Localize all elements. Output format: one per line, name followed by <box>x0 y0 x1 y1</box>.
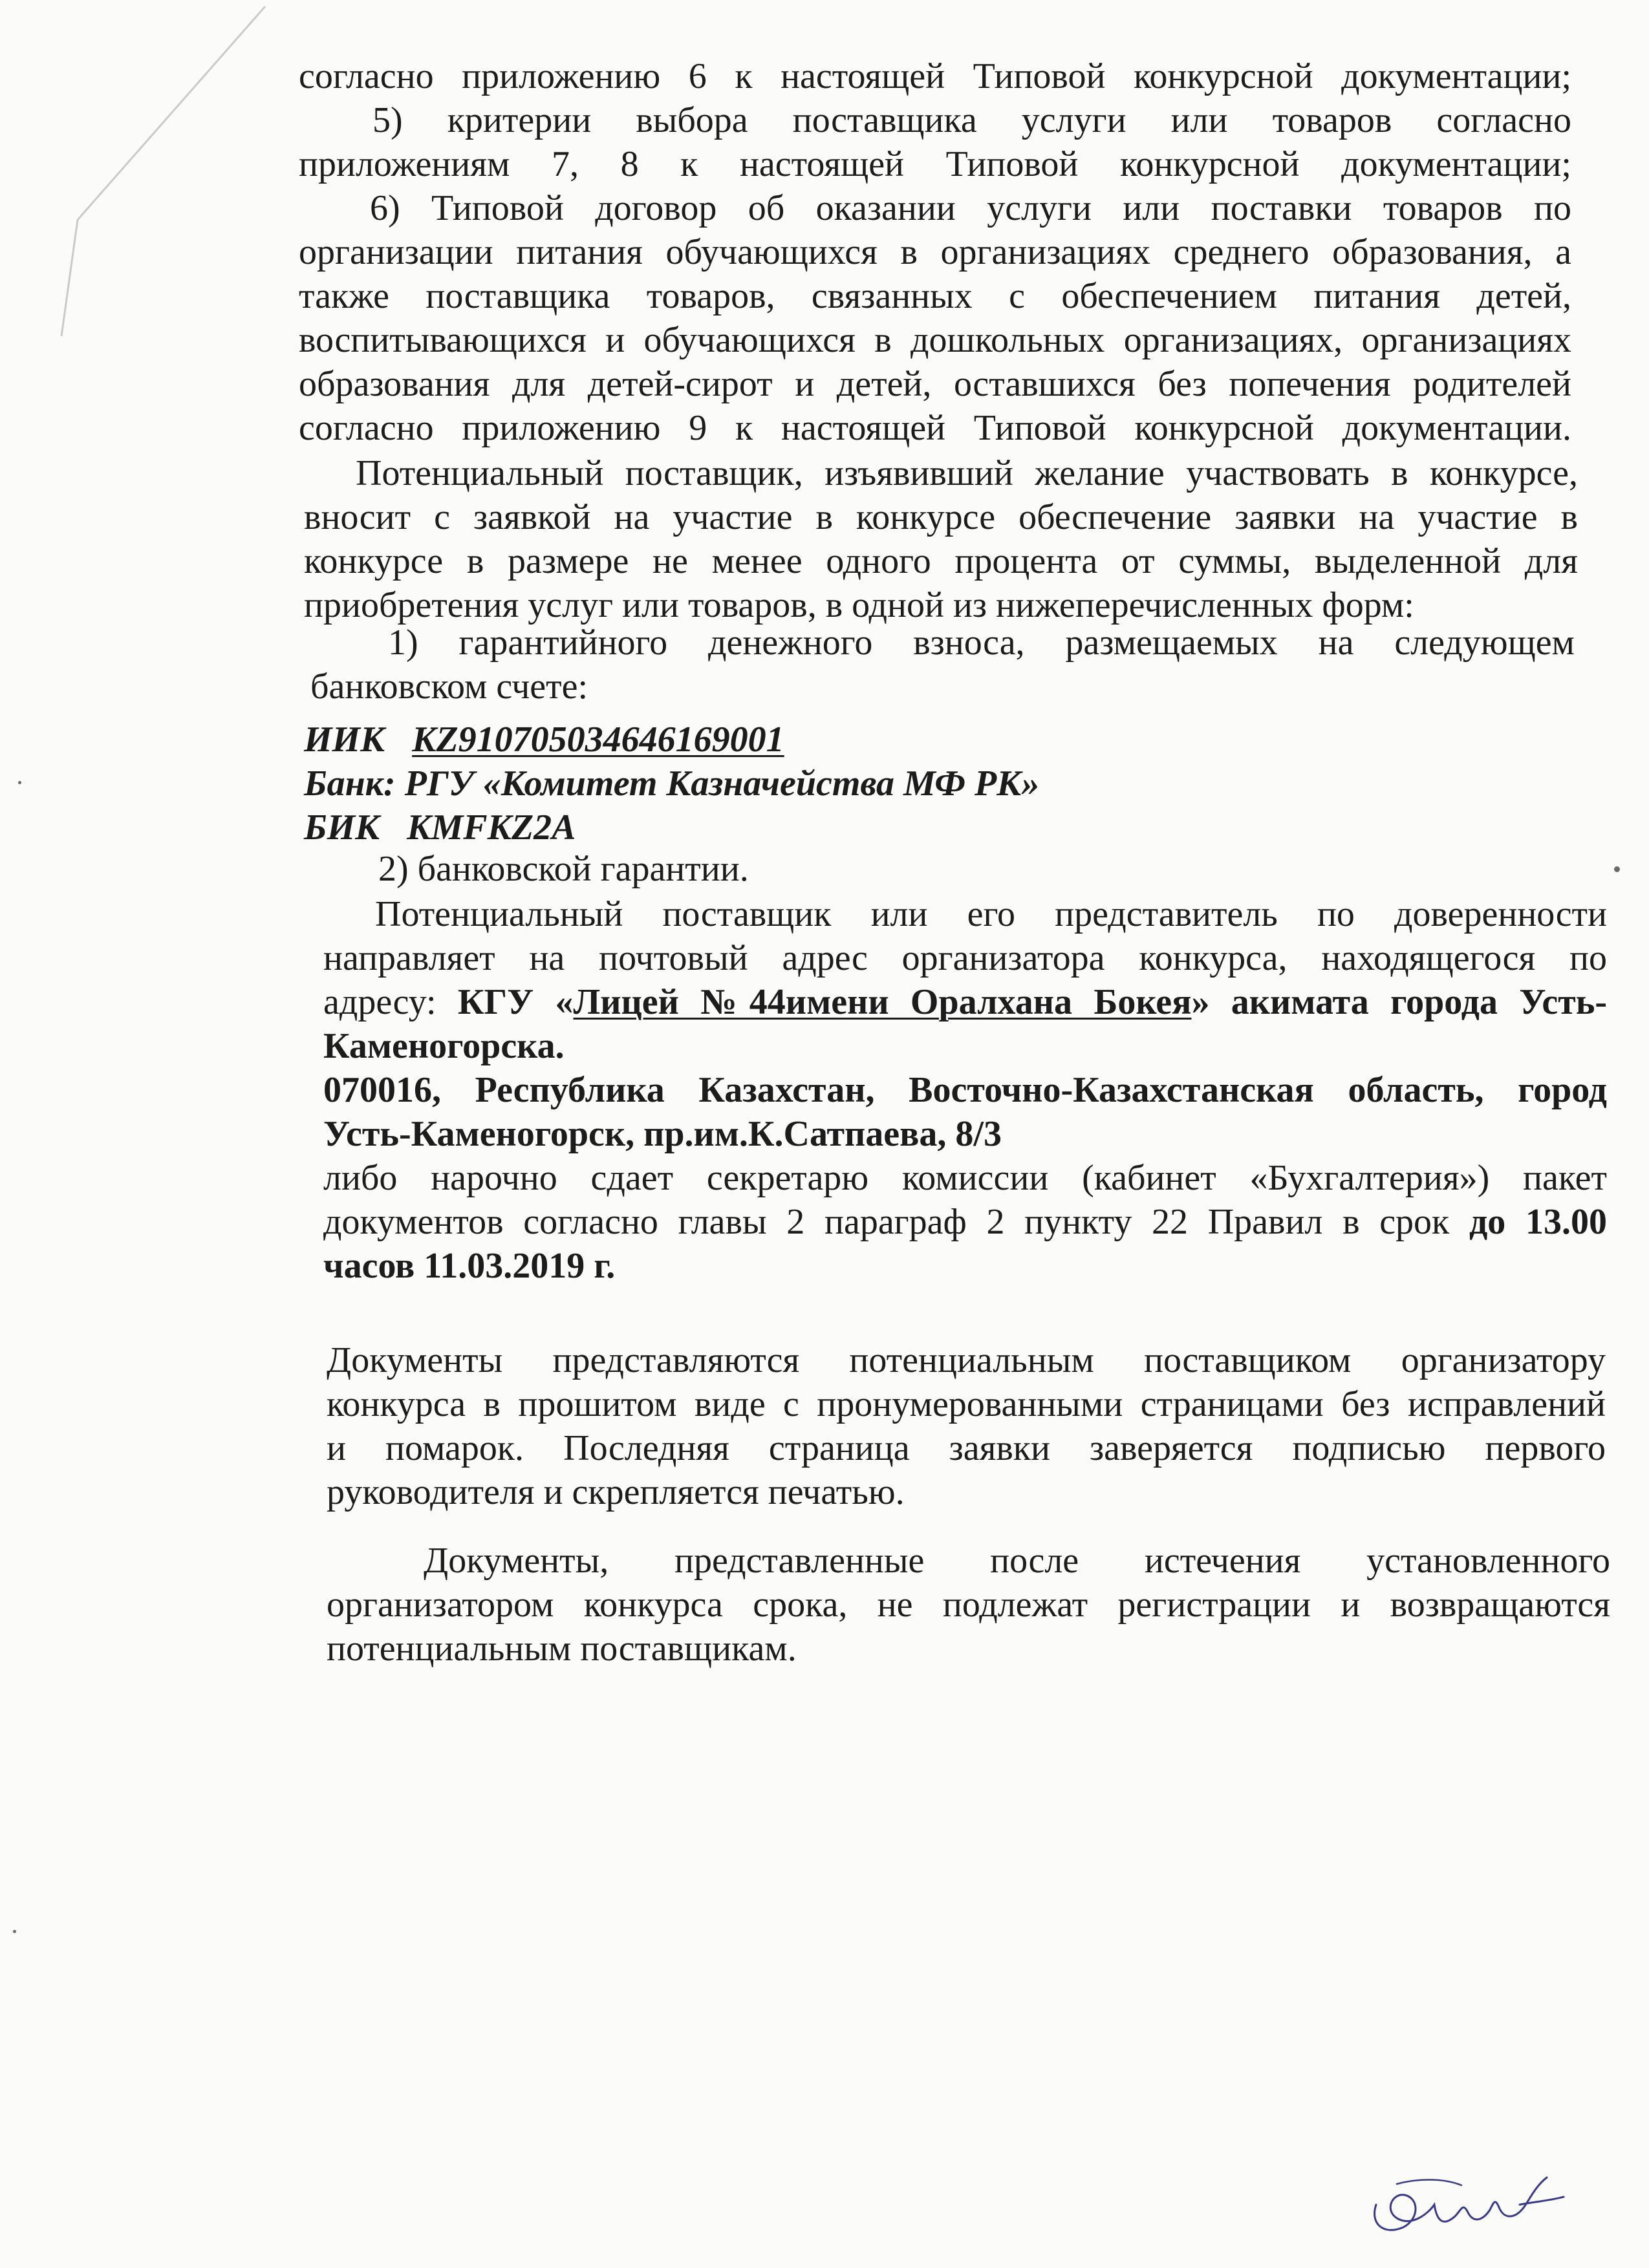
text-line: вносит с заявкой на участие в конкурсе обеспечение заявки на участие в <box>304 497 1578 537</box>
postal-address-line: 070016, Республика Казахстан, Восточно-Казахстанская область, город <box>323 1070 1607 1110</box>
page-fold-shadow <box>0 0 272 336</box>
org-prefix: КГУ « <box>457 982 574 1022</box>
text-line: 2) банковской гарантии. <box>378 849 749 889</box>
text-line: организатором конкурса срока, не подлежат регистрации и возвращаются <box>327 1585 1610 1625</box>
postal-address-line: Усть-Каменогорск, пр.им.К.Сатпаева, 8/3 <box>323 1114 1002 1154</box>
handwritten-signature <box>1358 2159 1571 2250</box>
text-line: конкурса в прошитом виде с пронумерованными страницами без исправлений <box>327 1384 1606 1424</box>
bik-label: БИК <box>304 808 380 848</box>
org-suffix: » акимата города Усть- <box>1191 982 1607 1022</box>
iik-line <box>304 718 1274 762</box>
text-line: Потенциальный поставщик, изъявивший желание участвовать в конкурсе, <box>356 453 1578 493</box>
deadline-line <box>323 1200 1607 1244</box>
text-line: приложениям 7, 8 к настоящей Типовой конкурсной документации; <box>299 144 1571 184</box>
text-line: 6) Типовой договор об оказании услуги или поставки товаров по <box>370 188 1571 228</box>
security-form-1 <box>310 621 1575 709</box>
bik-line <box>304 806 1274 850</box>
security-form-2 <box>378 847 1154 891</box>
bank-details <box>304 718 1274 850</box>
text-line: согласно приложению 6 к настоящей Типовой конкурсной документации; <box>299 56 1571 96</box>
address-prefix: адресу: <box>323 982 458 1022</box>
text-line: организации питания обучающихся в организациях среднего образования, а <box>299 232 1571 272</box>
text-line: направляет на почтовый адрес организатора конкурса, находящегося по <box>323 938 1607 978</box>
org-city-line: Каменогорска. <box>323 1026 565 1066</box>
bank-name-line: Банк: РГУ «Комитет Казначейства МФ РК» <box>304 764 1040 804</box>
text-line: и помарок. Последняя страница заявки заверяется подписью первого <box>327 1428 1606 1468</box>
text-line: Потенциальный поставщик или его представитель по доверенности <box>375 894 1607 934</box>
list-continuation <box>299 54 1571 450</box>
org-name: Лицей №44имени Оралхана Бокея <box>573 982 1192 1022</box>
text-line: образования для детей-сирот и детей, оставшихся без попечения родителей <box>299 364 1571 404</box>
iik-value: KZ910705034646169001 <box>412 720 784 760</box>
address-line <box>323 980 1607 1024</box>
bik-value: KMFKZ2A <box>407 808 576 848</box>
iik-label: ИИК <box>304 720 385 760</box>
deadline-date-line: часов 11.03.2019 г. <box>323 1246 616 1286</box>
text-line: также поставщика товаров, связанных с обеспечением питания детей, <box>299 276 1571 316</box>
text-line: 5) критерии выбора поставщика услуги или товаров согласно <box>372 100 1571 140</box>
text-line: Документы, представленные после истечения установленного <box>424 1541 1610 1581</box>
text-line: конкурсе в размере не менее одного процента от суммы, выделенной для <box>304 541 1578 581</box>
deadline-time: до 13.00 <box>1469 1202 1607 1242</box>
text-line: приобретения услуг или товаров, в одной из нижеперечисленных форм: <box>304 585 1414 625</box>
text-line: потенциальным поставщикам. <box>327 1629 797 1669</box>
text-line: банковском счете: <box>310 667 588 707</box>
text-line: воспитывающихся и обучающихся в дошкольных организациях, организациях <box>299 320 1571 360</box>
text-line: Документы представляются потенциальным поставщиком организатору <box>327 1340 1606 1380</box>
text-line: руководителя и скрепляется печатью. <box>327 1472 905 1512</box>
text-line: согласно приложению 9 к настоящей Типовой конкурсной документации. <box>299 408 1571 448</box>
submission-paragraph <box>323 892 1607 1288</box>
deadline-text: документов согласно главы 2 параграф 2 пункту 22 Правил в срок <box>323 1202 1469 1242</box>
text-line: 1) гарантийного денежного взноса, размещаемых на следующем <box>388 623 1575 663</box>
document-requirements-paragraph <box>327 1338 1606 1514</box>
text-line: либо нарочно сдает секретарю комиссии (кабинет «Бухгалтерия») пакет <box>323 1158 1607 1198</box>
late-documents-paragraph <box>327 1539 1610 1671</box>
bid-security-paragraph <box>304 451 1578 627</box>
